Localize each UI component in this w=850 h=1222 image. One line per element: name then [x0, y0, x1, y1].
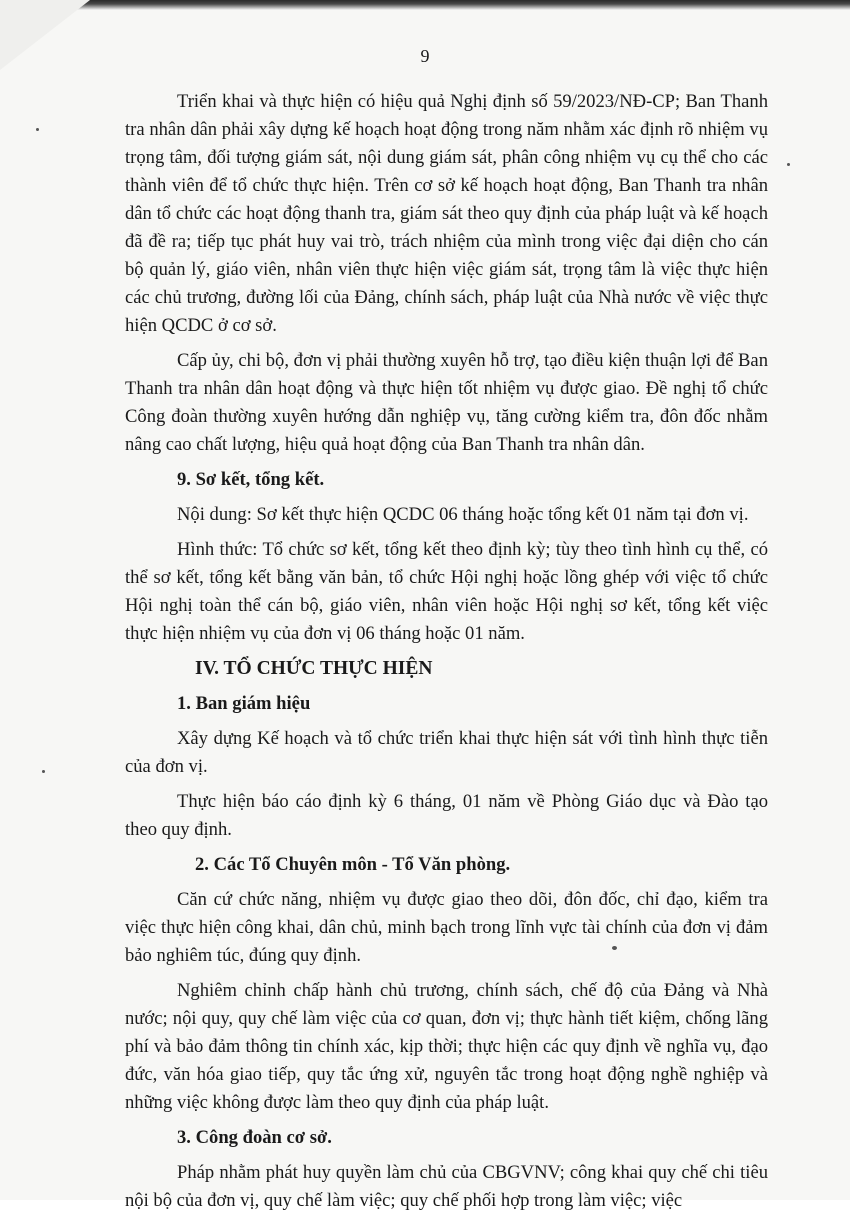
paragraph-review-content: Nội dung: Sơ kết thực hiện QCDC 06 tháng hoặc tổng kết 01 năm tại đơn vị. [177, 504, 749, 525]
document-body [125, 88, 768, 1222]
heading-review-summary: 9. Sơ kết, tổng kết. [177, 469, 325, 490]
paragraph-groups-monitoring: Căn cứ chức năng, nhiệm vụ được giao theo dõi, đôn đốc, chỉ đạo, kiểm tra việc thực hiện công khai, dân chủ, minh bạch trong lĩnh vực tài chính của đơn vị đảm bảo nghiêm túc, đúng quy định. [125, 889, 768, 966]
paragraph-groups-compliance: Nghiêm chỉnh chấp hành chủ trương, chính sách, chế độ của Đảng và Nhà nước; nội quy, quy chế làm việc của cơ quan, đơn vị; thực hành tiết kiệm, chống lãng phí và bảo đảm thông tin chính xác, kịp thời; thực hiện các quy định về nghĩa vụ, đạo đức, văn hóa giao tiếp, quy tắc ứng xử, nguyên tắc trong hoạt động nghề nghiệp và những việc không được làm theo quy định của pháp luật. [125, 980, 768, 1113]
heading-implementation: IV. TỔ CHỨC THỰC HIỆN [195, 658, 433, 679]
heading-school-board: 1. Ban giám hiệu [177, 693, 311, 714]
paragraph-trade-union: Pháp nhằm phát huy quyền làm chủ của CBGVNV; công khai quy chế chi tiêu nội bộ của đơn vị, quy chế làm việc; quy chế phối hợp trong làm việc; việc [125, 1162, 768, 1211]
scan-speck [787, 163, 790, 166]
scan-top-edge [0, 0, 850, 10]
page-number: 9 [420, 46, 430, 66]
paragraph-support-people-inspection: Cấp ủy, chi bộ, đơn vị phải thường xuyên hỗ trợ, tạo điều kiện thuận lợi để Ban Thanh tra nhân dân hoạt động và thực hiện tốt nhiệm vụ được giao. Đề nghị tổ chức Công đoàn thường xuyên hướng dẫn nghiệp vụ, tăng cường kiểm tra, đôn đốc nhằm nâng cao chất lượng, hiệu quả hoạt động của Ban Thanh tra nhân dân. [125, 350, 768, 455]
heading-professional-groups: 2. Các Tổ Chuyên môn - Tổ Văn phòng. [195, 854, 511, 875]
scan-speck [42, 770, 45, 773]
paragraph-board-report: Thực hiện báo cáo định kỳ 6 tháng, 01 năm về Phòng Giáo dục và Đào tạo theo quy định. [125, 791, 768, 840]
heading-trade-union: 3. Công đoàn cơ sở. [177, 1127, 332, 1148]
paragraph-board-plan: Xây dựng Kế hoạch và tổ chức triển khai thực hiện sát với tình hình thực tiễn của đơn vị. [125, 728, 768, 777]
paragraph-people-inspection-plan: Triển khai và thực hiện có hiệu quả Nghị định số 59/2023/NĐ-CP; Ban Thanh tra nhân dân phải xây dựng kế hoạch hoạt động trong năm nhằm xác định rõ nhiệm vụ trọng tâm, đối tượng giám sát, nội dung giám sát, phân công nhiệm vụ cụ thể cho các thành viên để tổ chức thực hiện. Trên cơ sở kế hoạch hoạt động, Ban Thanh tra nhân dân tổ chức các hoạt động thanh tra, giám sát theo quy định của pháp luật và kế hoạch đã đề ra; tiếp tục phát huy vai trò, trách nhiệm của mình trong việc đại diện cho cán bộ quản lý, giáo viên, nhân viên thực hiện việc giám sát, trọng tâm là việc thực hiện các chủ trương, đường lối của Đảng, chính sách, pháp luật của Nhà nước về việc thực hiện QCDC ở cơ sở. [125, 91, 768, 336]
scan-speck [36, 128, 39, 131]
paragraph-review-form: Hình thức: Tổ chức sơ kết, tổng kết theo định kỳ; tùy theo tình hình cụ thể, có thể sơ kết, tổng kết bằng văn bản, tổ chức Hội nghị hoặc lồng ghép với việc tổ chức Hội nghị toàn thể cán bộ, giáo viên, nhân viên hoặc Hội nghị sơ kết, tổng kết việc thực hiện nhiệm vụ của đơn vị 06 tháng hoặc 01 năm. [125, 539, 768, 644]
